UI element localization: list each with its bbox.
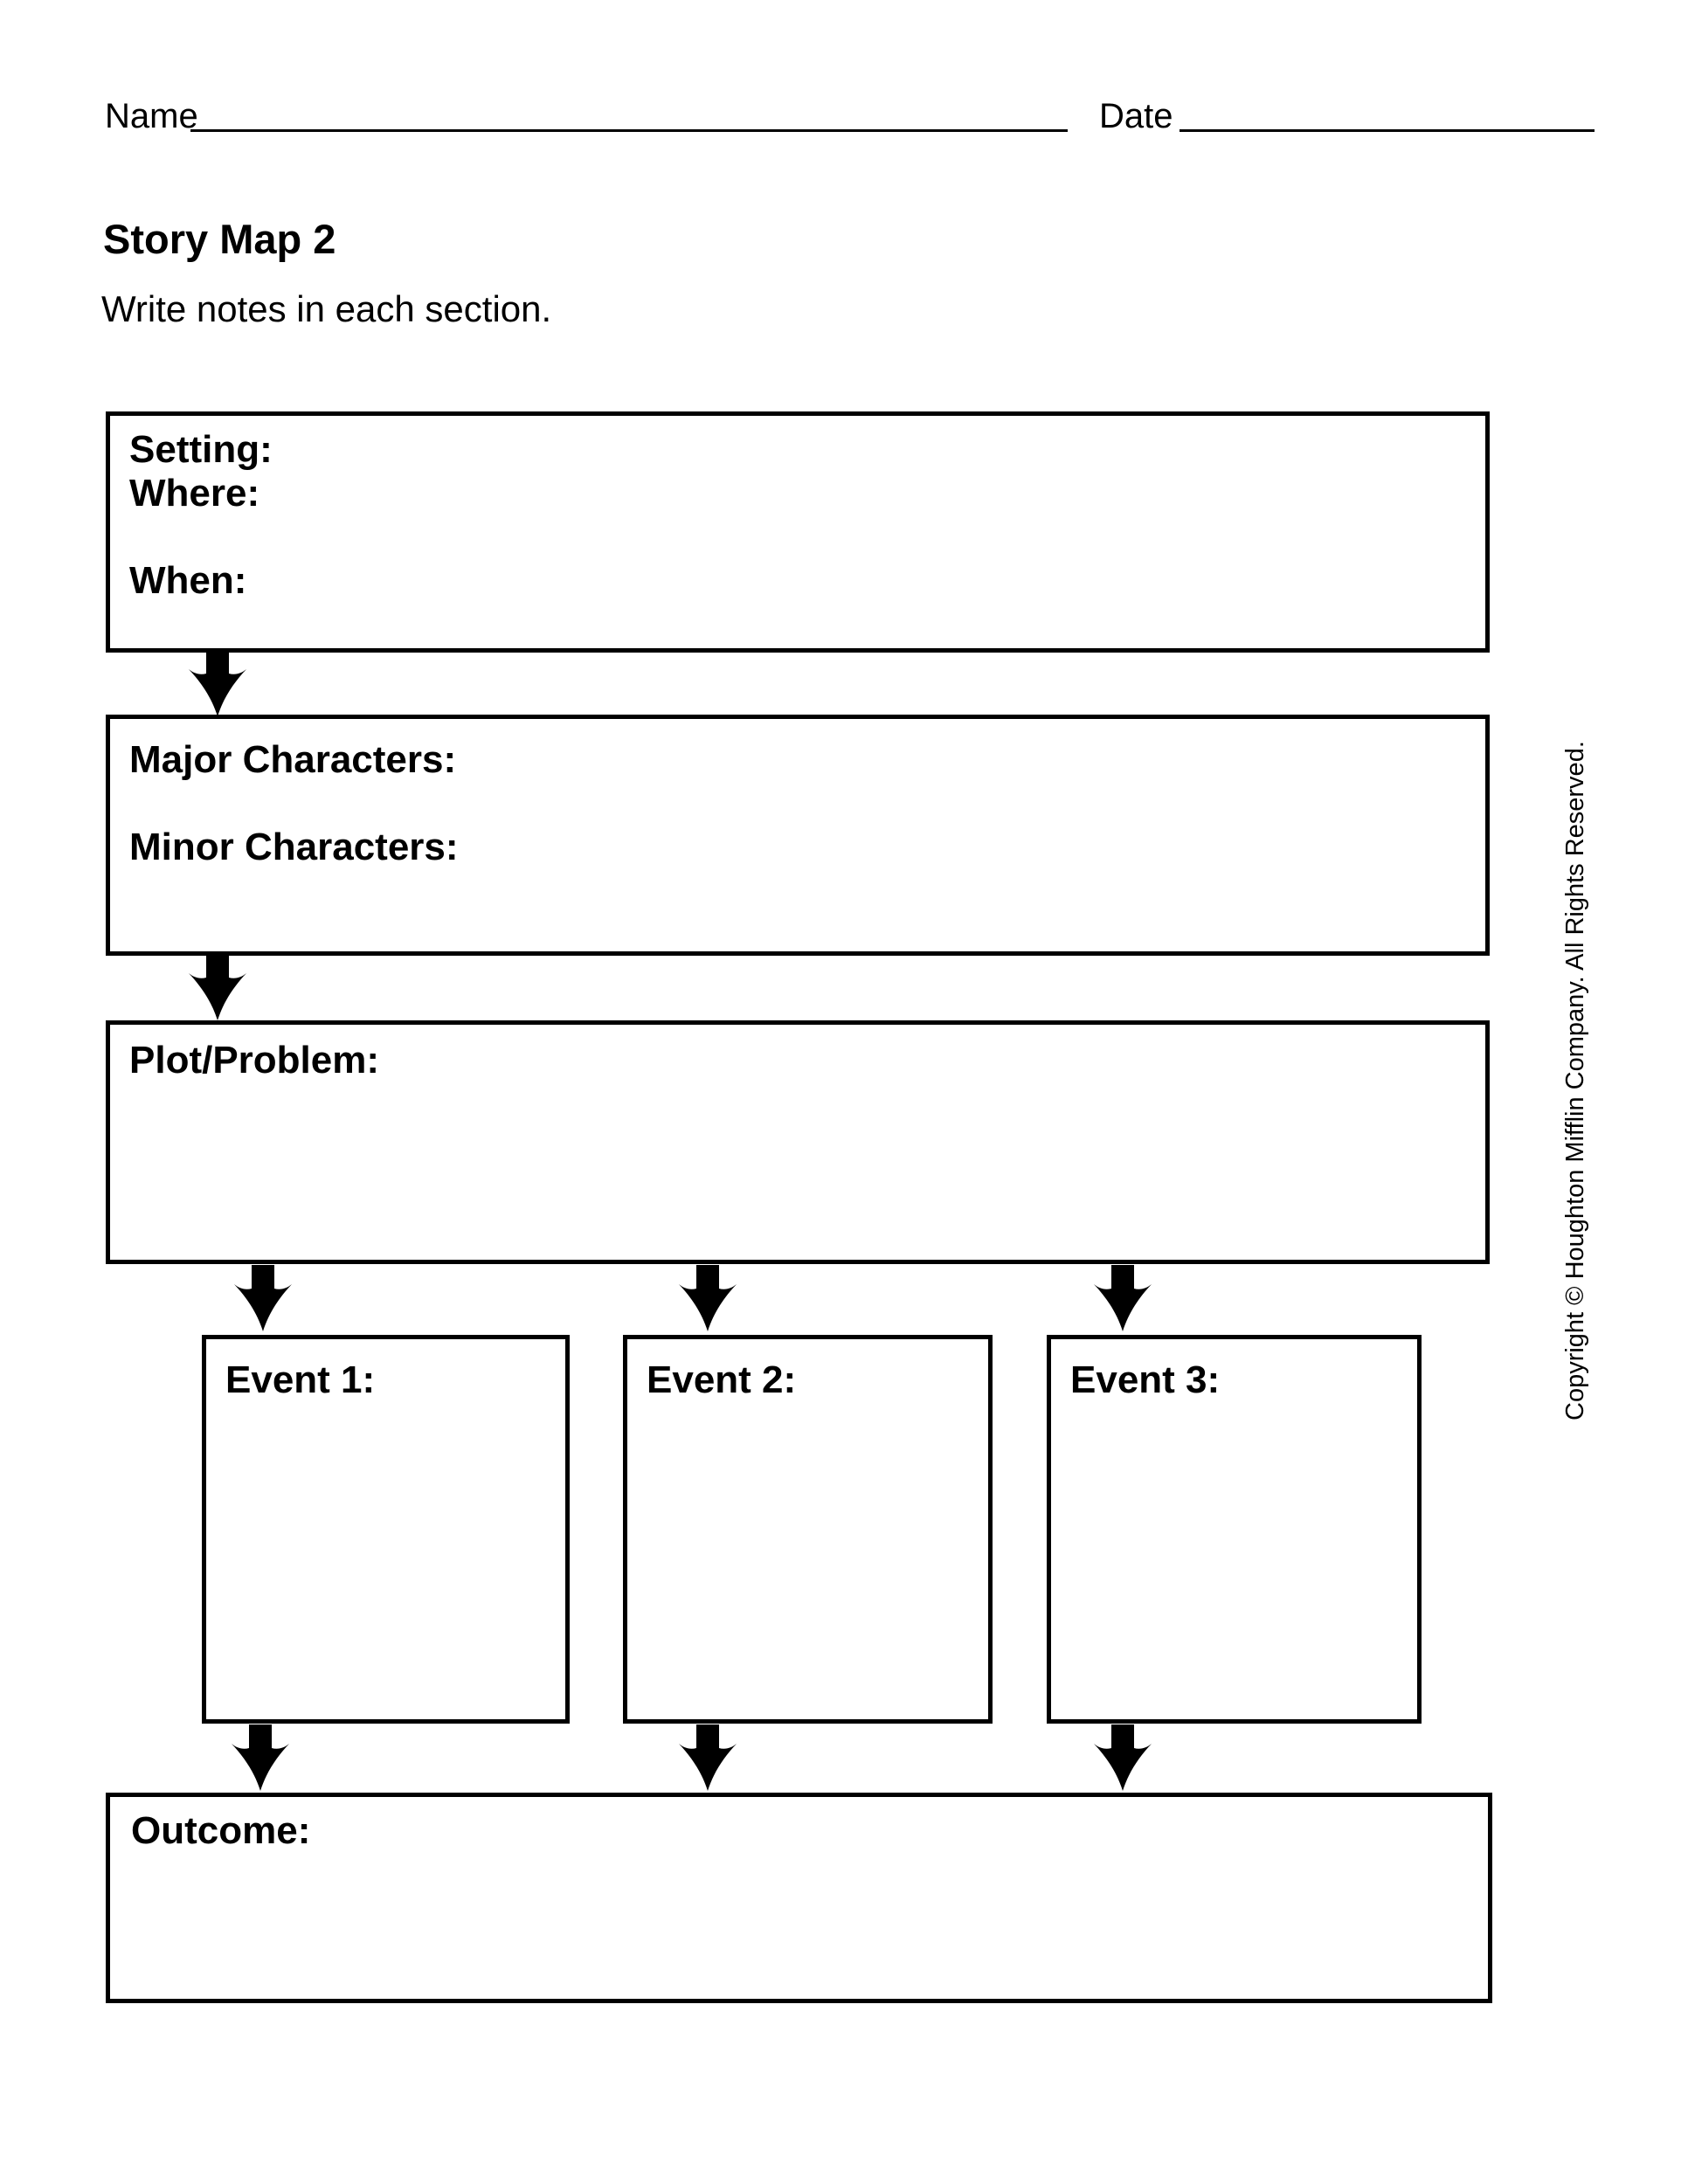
copyright-text: Copyright © Houghton Mifflin Company. All Rights Reserved.: [1561, 741, 1589, 1420]
event-2-label: Event 2:: [647, 1358, 797, 1401]
down-arrow-icon: [232, 1724, 289, 1791]
event-1-box[interactable]: [202, 1335, 570, 1724]
where-label: Where:: [129, 472, 260, 515]
down-arrow-icon: [679, 1265, 737, 1331]
date-write-line[interactable]: [1180, 129, 1595, 132]
event-3-label: Event 3:: [1070, 1358, 1221, 1401]
major-characters-label: Major Characters:: [129, 738, 457, 781]
down-arrow-icon: [234, 1265, 292, 1331]
setting-label: Setting:: [129, 428, 273, 471]
date-label: Date: [1099, 97, 1173, 135]
name-label: Name: [105, 97, 198, 135]
write-space[interactable]: [129, 782, 1468, 826]
down-arrow-icon: [679, 1724, 737, 1791]
event-2-box[interactable]: [623, 1335, 993, 1724]
down-arrow-icon: [1094, 1265, 1152, 1331]
write-space[interactable]: [129, 515, 1468, 559]
characters-box[interactable]: [106, 715, 1490, 956]
setting-box[interactable]: [106, 411, 1490, 653]
down-arrow-icon: [189, 954, 246, 1020]
outcome-box[interactable]: [106, 1793, 1492, 2003]
outcome-label: Outcome:: [131, 1809, 311, 1852]
instruction-text: Write notes in each section.: [101, 288, 552, 329]
down-arrow-icon: [1094, 1724, 1152, 1791]
minor-characters-label: Minor Characters:: [129, 826, 459, 868]
event-3-box[interactable]: [1047, 1335, 1422, 1724]
name-write-line[interactable]: [190, 129, 1068, 132]
down-arrow-icon: [189, 650, 246, 716]
page-title: Story Map 2: [103, 216, 336, 262]
event-1-label: Event 1:: [225, 1358, 376, 1401]
when-label: When:: [129, 559, 247, 602]
plot-problem-label: Plot/Problem:: [129, 1039, 380, 1082]
plot-problem-box[interactable]: [106, 1020, 1490, 1264]
